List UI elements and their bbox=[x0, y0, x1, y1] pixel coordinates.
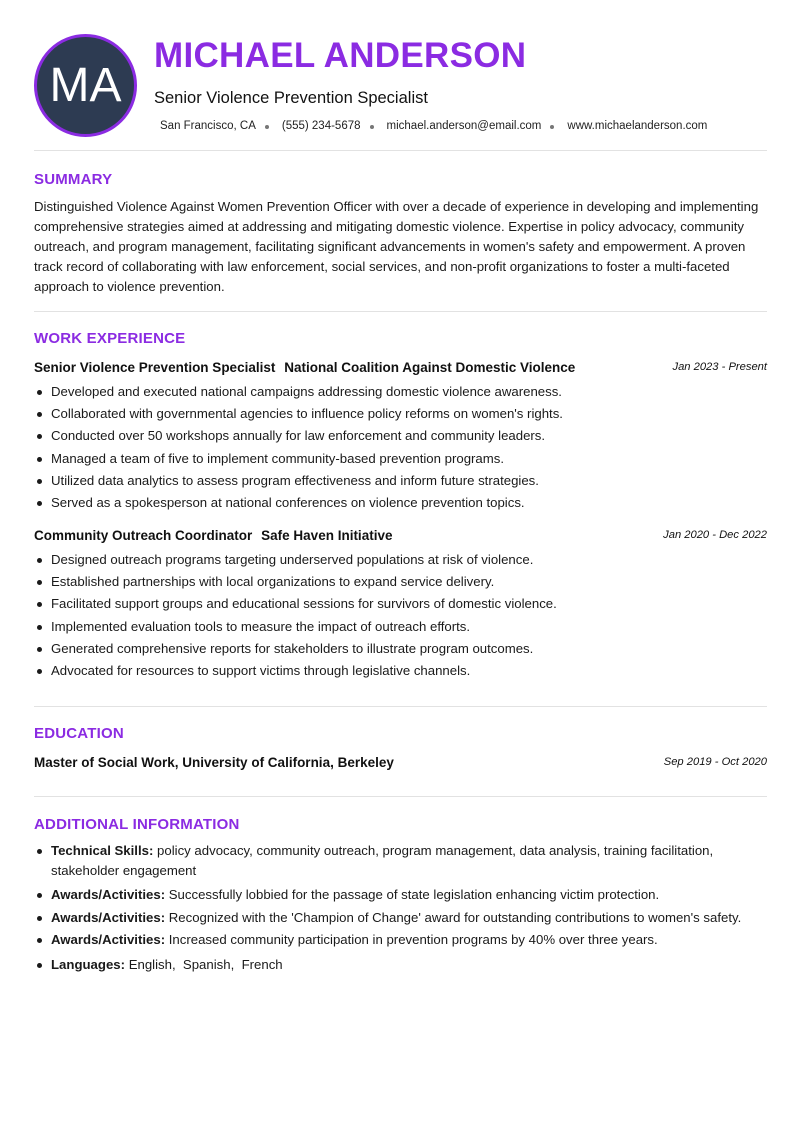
info-label: Awards/Activities: bbox=[51, 932, 166, 947]
section-divider bbox=[34, 150, 767, 151]
job-dates: Jan 2020 - Dec 2022 bbox=[663, 529, 767, 541]
info-label: Awards/Activities: bbox=[51, 887, 166, 902]
work-experience-heading: WORK EXPERIENCE bbox=[34, 330, 186, 347]
summary-heading: SUMMARY bbox=[34, 171, 113, 188]
separator-dot-icon bbox=[370, 125, 374, 129]
education-degree: Master of Social Work, University of California, Berkeley bbox=[34, 755, 394, 770]
list-item: Advocated for resources to support victims through legislative channels. bbox=[34, 660, 767, 682]
education-dates: Sep 2019 - Oct 2020 bbox=[663, 756, 767, 768]
avatar-initials: MA bbox=[49, 59, 122, 112]
list-item: Conducted over 50 workshops annually for law enforcement and community leaders. bbox=[34, 425, 767, 447]
candidate-title: Senior Violence Prevention Specialist bbox=[154, 89, 428, 107]
separator-dot-icon bbox=[550, 125, 554, 129]
section-divider bbox=[34, 311, 767, 312]
education-heading: EDUCATION bbox=[34, 725, 124, 742]
job-role: Senior Violence Prevention Specialist bbox=[34, 360, 276, 375]
info-label: Languages: bbox=[51, 956, 126, 972]
job-bullet-list bbox=[34, 381, 767, 514]
info-label: Awards/Activities: bbox=[51, 909, 166, 925]
candidate-name: MICHAEL ANDERSON bbox=[154, 36, 527, 75]
resume-header bbox=[34, 34, 767, 139]
list-item bbox=[34, 930, 767, 950]
job-company: National Coalition Against Domestic Violence bbox=[284, 360, 576, 375]
job-bullet-list bbox=[34, 549, 767, 682]
additional-info-list bbox=[34, 841, 767, 979]
contact-website[interactable]: www.michaelanderson.com bbox=[567, 120, 708, 132]
info-text: English, Spanish, French bbox=[128, 956, 283, 972]
info-text: Increased community participation in prevention programs by 40% over three years. bbox=[168, 932, 658, 947]
additional-info-heading: ADDITIONAL INFORMATION bbox=[34, 816, 240, 833]
education-entry bbox=[34, 754, 767, 772]
info-text: Successfully lobbied for the passage of state legislation enhancing victim protection. bbox=[168, 887, 660, 902]
section-divider bbox=[34, 796, 767, 797]
job-header bbox=[34, 359, 767, 377]
info-label: Technical Skills: bbox=[51, 843, 154, 858]
list-item bbox=[34, 885, 767, 905]
job-company: Safe Haven Initiative bbox=[261, 528, 393, 543]
list-item bbox=[34, 955, 767, 975]
job-dates: Jan 2023 - Present bbox=[672, 361, 767, 373]
list-item bbox=[34, 908, 767, 928]
job-role: Community Outreach Coordinator bbox=[34, 528, 253, 543]
list-item: Established partnerships with local organizations to expand service delivery. bbox=[34, 571, 767, 593]
list-item: Designed outreach programs targeting underserved populations at risk of violence. bbox=[34, 549, 767, 571]
list-item: Collaborated with governmental agencies to influence policy reforms on women's rights. bbox=[34, 403, 767, 425]
contact-phone: (555) 234-5678 bbox=[281, 120, 361, 132]
list-item: Managed a team of five to implement community-based prevention programs. bbox=[34, 448, 767, 470]
section-divider bbox=[34, 706, 767, 707]
separator-dot-icon bbox=[265, 125, 269, 129]
info-text: policy advocacy, community outreach, program management, data analysis, training facilitation, stakeholder engagement bbox=[51, 843, 714, 878]
contact-location: San Francisco, CA bbox=[160, 120, 256, 132]
contact-email[interactable]: michael.anderson@email.com bbox=[386, 120, 542, 132]
list-item: Developed and executed national campaigns addressing domestic violence awareness. bbox=[34, 381, 767, 403]
info-text: Recognized with the 'Champion of Change' award for outstanding contributions to women's safety. bbox=[168, 909, 742, 925]
summary-text: Distinguished Violence Against Women Prevention Officer with over a decade of experience in developing and implementing comprehensive strategies aimed at addressing and mitigating domestic violence. Expertise in policy advocacy, community outreach, and program management, facilitating significant advancements in women's safety and empowerment. A proven track record of collaborating with law enforcement, social services, and non-profit organizations to foster a multi-faceted approach to violence prevention. bbox=[34, 199, 759, 294]
list-item: Utilized data analytics to assess program effectiveness and inform future strategies. bbox=[34, 470, 767, 492]
list-item bbox=[34, 841, 767, 880]
list-item: Facilitated support groups and educational sessions for survivors of domestic violence. bbox=[34, 593, 767, 615]
job-header bbox=[34, 527, 767, 545]
list-item: Generated comprehensive reports for stakeholders to illustrate program outcomes. bbox=[34, 638, 767, 660]
list-item: Implemented evaluation tools to measure the impact of outreach efforts. bbox=[34, 616, 767, 638]
list-item: Served as a spokesperson at national conferences on violence prevention topics. bbox=[34, 492, 767, 514]
avatar bbox=[34, 34, 137, 137]
contact-info bbox=[160, 120, 707, 132]
